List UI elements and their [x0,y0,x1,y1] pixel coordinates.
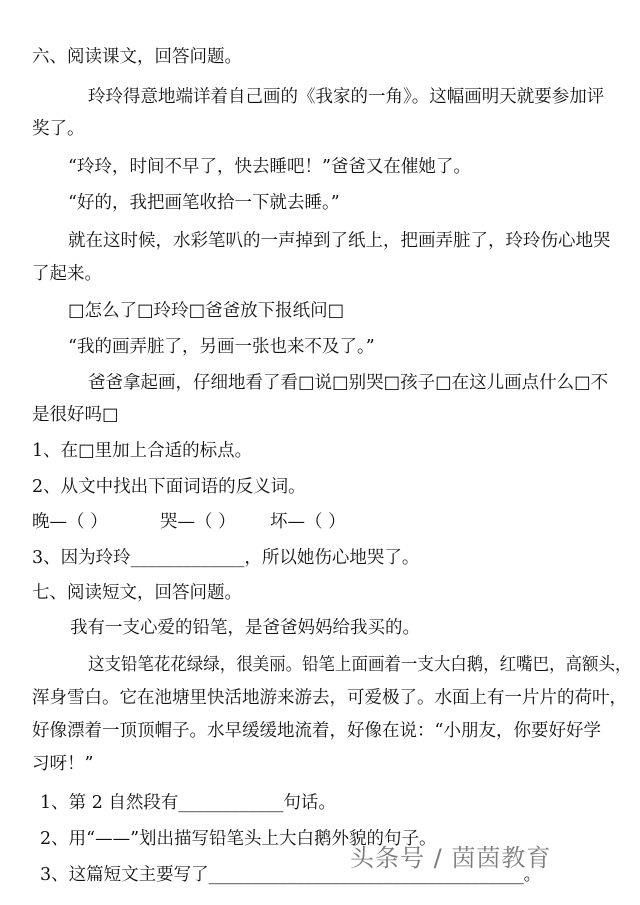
section7-question-3: 3、这篇短文主要写了____________________________________。 [40,865,542,885]
section7-paragraph-2: 这支铅笔花花绿绿，很美丽。铅笔上面画着一支大白鹅，红嘴巴，高额头， [88,655,632,675]
antonym-item-2: 哭—（ ） [160,512,236,532]
section7-heading: 七、阅读短文，回答问题。 [32,583,242,603]
section7-paragraph-2-line-3: 好像漂着一顶顶帽子。水早缓缓地流着，好像在说：“小朋友，你要好好学 [32,721,601,741]
section7-paragraph-2-line-4: 习呀！” [32,754,94,774]
section7-question-1: 1、第 2 自然段有____________句话。 [40,793,336,813]
section7-question-2: 2、用“——”划出描写铅笔头上大白鹅外貌的句子。 [40,829,437,849]
antonym-item-1: 晚—（ ） [32,512,108,532]
section7-paragraph-1: 我有一支心爱的铅笔，是爸爸妈妈给我买的。 [70,618,420,638]
section6-paragraph-5: □怎么了□玲玲□爸爸放下报纸问□ [68,301,345,321]
section6-paragraph-1: 玲玲得意地端详着自己画的《我家的一角》。这幅画明天就要参加评 [88,87,605,107]
section6-paragraph-7: 爸爸拿起画，仔细地看了看□说□别哭□孩子□在这儿画点什么□不 [88,373,609,393]
section6-paragraph-6: “我的画弄脏了，另画一张也来不及了。” [68,337,375,357]
section6-paragraph-4: 就在这时候，水彩笔叭的一声掉到了纸上，把画弄脏了，玲玲伤心地哭 [68,231,611,251]
section6-paragraph-7-cont: 是很好吗□ [32,405,119,425]
watermark: 头条号 / 茵茵教育 [350,844,552,872]
section6-paragraph-4-cont: 了起来。 [32,264,102,284]
section6-paragraph-2: “玲玲，时间不早了，快去睡吧！”爸爸又在催她了。 [68,157,471,177]
antonym-item-3: 坏—（ ） [270,512,346,532]
section6-question-3: 3、因为玲玲_____________，所以她伤心地哭了。 [32,548,420,568]
section6-question-2: 2、从文中找出下面词语的反义词。 [32,477,306,497]
section6-paragraph-1-cont: 奖了。 [32,119,85,139]
section6-paragraph-3: “好的，我把画笔收拾一下就去睡。” [68,193,340,213]
section7-paragraph-2-line-2: 浑身雪白。它在池塘里快活地游来游去，可爱极了。水面上有一片片的荷叶， [32,688,627,708]
section6-heading: 六、阅读课文，回答问题。 [32,47,242,67]
section6-question-1: 1、在□里加上合适的标点。 [32,441,253,461]
